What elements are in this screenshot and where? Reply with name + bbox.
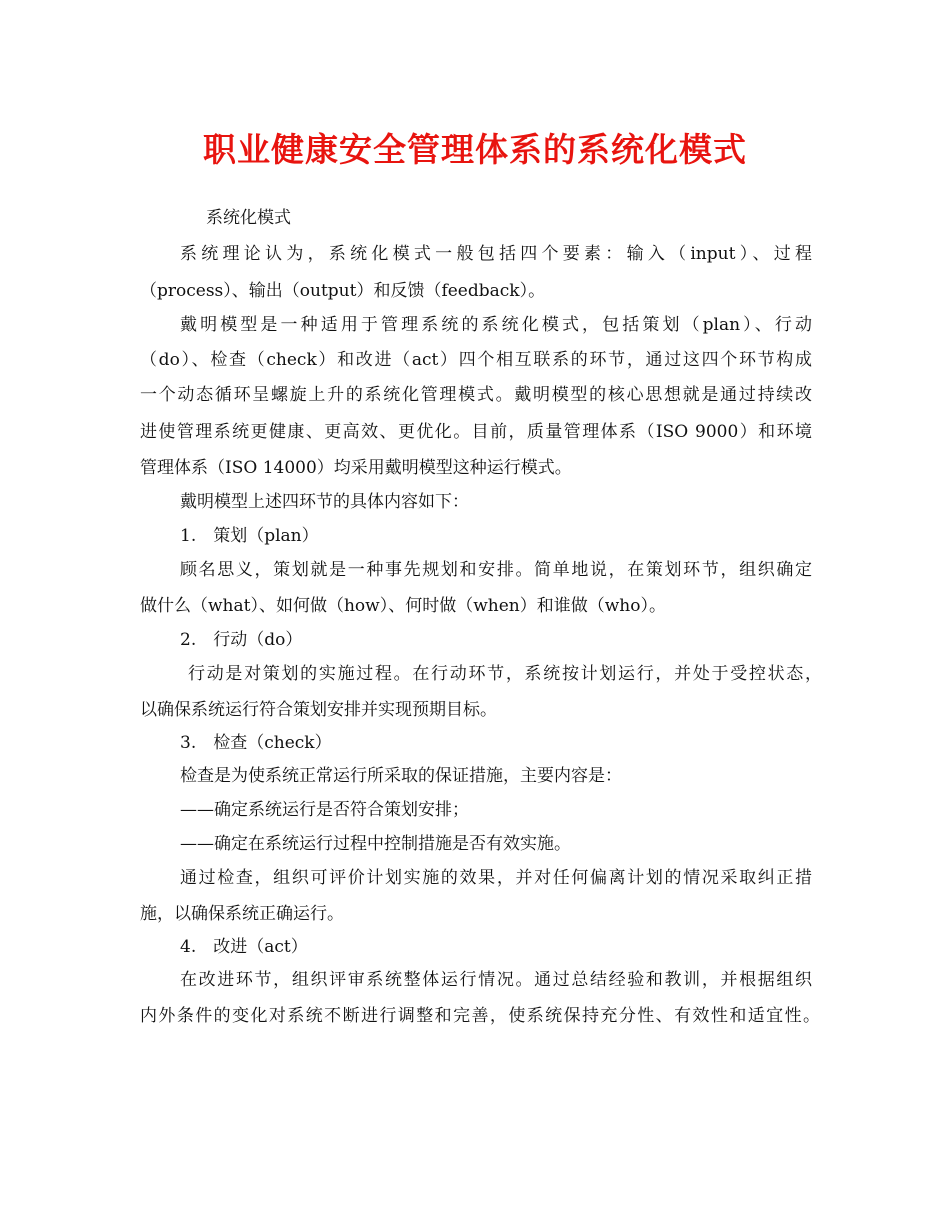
paragraph-line: 系统理论认为，系统化模式一般包括四个要素：输入（input）、过程	[180, 244, 812, 264]
numbered-heading: 1. 策划（plan）	[180, 526, 319, 546]
paragraph-line: 顾名思义，策划就是一种事先规划和安排。简单地说，在策划环节，组织确定	[180, 560, 812, 580]
paragraph-line: 以确保系统运行符合策划安排并实现预期目标。	[140, 700, 497, 720]
paragraph-line: 进使管理系统更健康、更高效、更优化。目前，质量管理体系（ISO 9000）和环境	[140, 422, 812, 442]
numbered-heading: 3. 检查（check）	[180, 733, 332, 753]
paragraph-line: 管理体系（ISO 14000）均采用戴明模型这种运行模式。	[140, 458, 572, 478]
paragraph-line: 戴明模型上述四环节的具体内容如下：	[180, 492, 469, 512]
paragraph-line: 做什么（what）、如何做（how）、何时做（when）和谁做（who）。	[140, 596, 666, 616]
paragraph-line: （process）、输出（output）和反馈（feedback）。	[140, 281, 546, 301]
paragraph-line: 检查是为使系统正常运行所采取的保证措施，主要内容是：	[180, 766, 622, 786]
document-title: 职业健康安全管理体系的系统化模式	[203, 130, 747, 169]
paragraph-line: 戴明模型是一种适用于管理系统的系统化模式，包括策划（plan）、行动	[180, 315, 812, 335]
paragraph-line: 一个动态循环呈螺旋上升的系统化管理模式。戴明模型的核心思想就是通过持续改	[140, 385, 812, 405]
paragraph-line: 通过检查，组织可评价计划实施的效果，并对任何偏离计划的情况采取纠正措	[180, 868, 812, 888]
paragraph-line: （do）、检查（check）和改进（act）四个相互联系的环节，通过这四个环节构成	[140, 350, 812, 370]
paragraph-line: 行动是对策划的实施过程。在行动环节，系统按计划运行，并处于受控状态，	[188, 664, 822, 684]
paragraph-line: 内外条件的变化对系统不断进行调整和完善，使系统保持充分性、有效性和适宜性。	[140, 1006, 820, 1026]
list-item: ——确定在系统运行过程中控制措施是否有效实施。	[180, 834, 571, 854]
numbered-heading: 4. 改进（act）	[180, 937, 308, 957]
paragraph-line: 施，以确保系统正确运行。	[140, 904, 344, 924]
paragraph-line: 在改进环节，组织评审系统整体运行情况。通过总结经验和教训，并根据组织	[180, 970, 812, 990]
list-item: ——确定系统运行是否符合策划安排；	[180, 800, 469, 820]
section-heading: 系统化模式	[206, 208, 291, 228]
numbered-heading: 2. 行动（do）	[180, 630, 303, 650]
